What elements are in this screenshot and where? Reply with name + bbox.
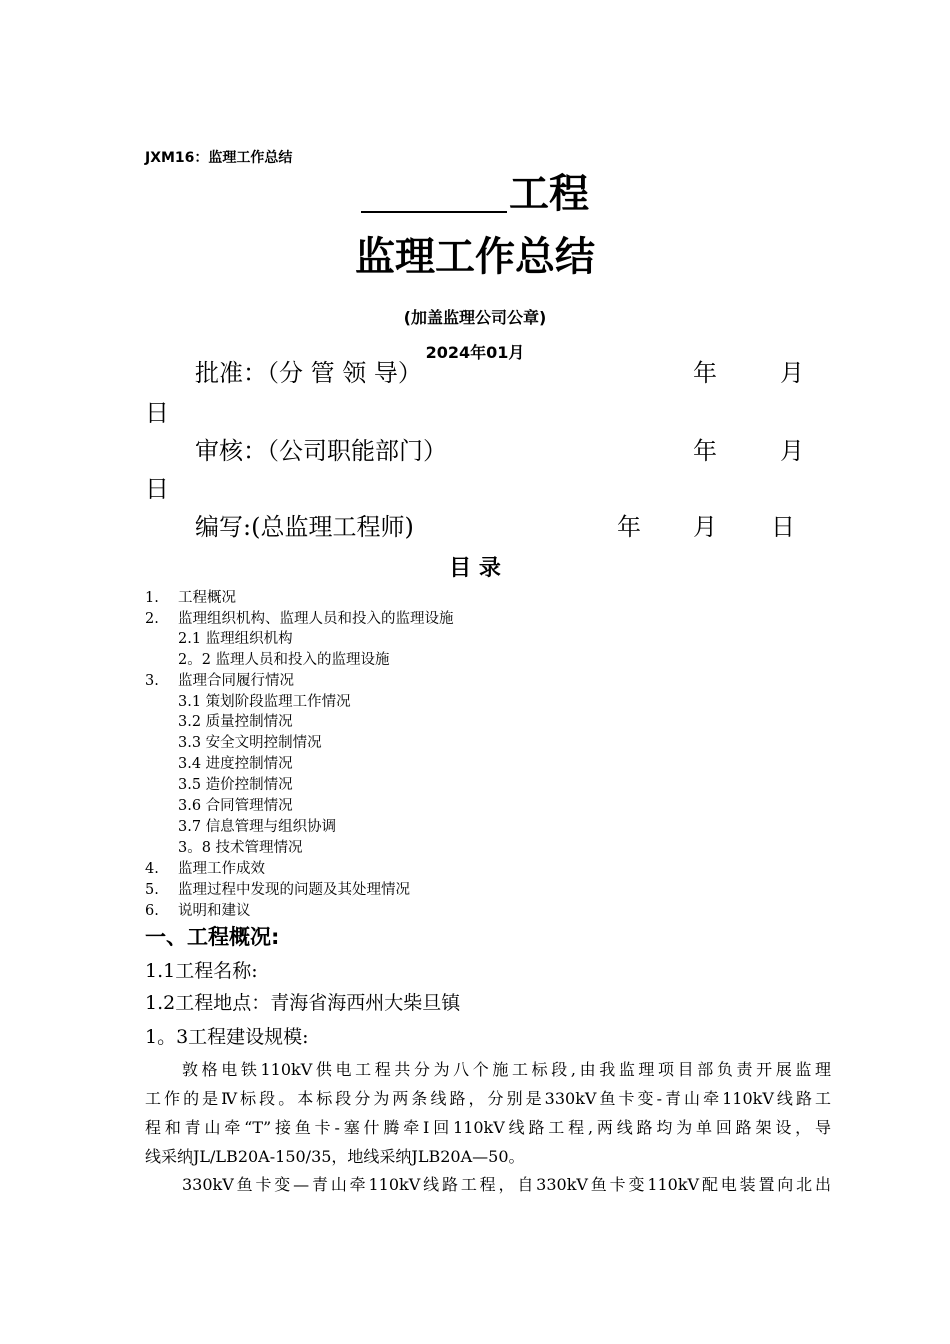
project-name-blank: [361, 173, 507, 213]
toc-item: 监理工作成效: [178, 861, 265, 877]
review-month: 月: [780, 437, 804, 465]
toc-item-number: 4.: [145, 861, 159, 877]
approve-month: 月: [780, 359, 804, 387]
author-month: 月: [693, 513, 717, 541]
toc-item-number: 2.: [145, 611, 159, 627]
toc-subitem: 3.6 合同管理情况: [178, 798, 293, 814]
toc-item: 监理组织机构、监理人员和投入的监理设施: [178, 611, 454, 627]
document-title: 监理工作总结: [355, 234, 595, 280]
approve-day: 日: [145, 399, 169, 427]
stamp-note: (加盖监理公司公章): [403, 308, 547, 327]
author-day: 日: [771, 513, 795, 541]
toc-item: 工程概况: [178, 590, 236, 606]
toc-item: 监理合同履行情况: [178, 673, 294, 689]
toc-subitem: 3.4 进度控制情况: [178, 756, 293, 772]
toc-subitem: 3.3 安全文明控制情况: [178, 735, 322, 751]
review-label: 审核：（公司职能部门）: [195, 437, 447, 465]
toc-item-number: 1.: [145, 590, 159, 606]
toc-subitem: 3。8 技术管理情况: [178, 840, 303, 856]
project-scale-line: 1。3工程建设规模:: [145, 1026, 309, 1048]
paragraph-line: 程和青山牵“T”接鱼卡-塞什腾牵I回110kV线路工程,两线路均为单回路架设，导: [145, 1118, 831, 1137]
project-title-suffix: 工程: [509, 171, 589, 217]
toc-item: 监理过程中发现的问题及其处理情况: [178, 882, 410, 898]
toc-item: 说明和建议: [178, 903, 251, 919]
approve-label: 批准：（分 管 领 导）: [195, 359, 422, 387]
paragraph-line: 线采纳JL/LB20A-150/35，地线采纳JLB20A—50。: [145, 1147, 525, 1166]
document-code: JXM16：监理工作总结: [145, 150, 293, 166]
toc-subitem: 3.1 策划阶段监理工作情况: [178, 694, 351, 710]
toc-subitem: 2。2 监理人员和投入的监理设施: [178, 652, 390, 668]
document-date: 2024年01月: [425, 343, 525, 362]
toc-heading: 目 录: [449, 555, 501, 581]
project-title: [0, 168, 950, 220]
author-label: 编写:(总监理工程师): [195, 513, 414, 541]
toc-subitem: 3.5 造价控制情况: [178, 777, 293, 793]
paragraph-line: 敦格电铁110kV供电工程共分为八个施工标段,由我监理项目部负责开展监理: [182, 1060, 831, 1079]
review-year: 年: [693, 437, 717, 465]
toc-item-number: 3.: [145, 673, 159, 689]
toc-subitem: 3.2 质量控制情况: [178, 714, 293, 730]
toc-item-number: 5.: [145, 882, 159, 898]
paragraph-line: 330kV鱼卡变—青山牵110kV线路工程，自330kV鱼卡变110kV配电装置向北出: [182, 1175, 831, 1194]
section-heading: 一、工程概况:: [145, 925, 280, 949]
toc-subitem: 2.1 监理组织机构: [178, 631, 293, 647]
project-location-line: 1.2工程地点：青海省海西州大柴旦镇: [145, 992, 461, 1014]
approve-year: 年: [693, 359, 717, 387]
review-day: 日: [145, 475, 169, 503]
project-name-line: 1.1工程名称:: [145, 960, 258, 982]
toc-item-number: 6.: [145, 903, 159, 919]
paragraph-line: 工作的是Ⅳ标段。本标段分为两条线路，分别是330kV鱼卡变-青山牵110kV线路工: [145, 1089, 831, 1108]
toc-subitem: 3.7 信息管理与组织协调: [178, 819, 337, 835]
author-year: 年: [617, 513, 641, 541]
